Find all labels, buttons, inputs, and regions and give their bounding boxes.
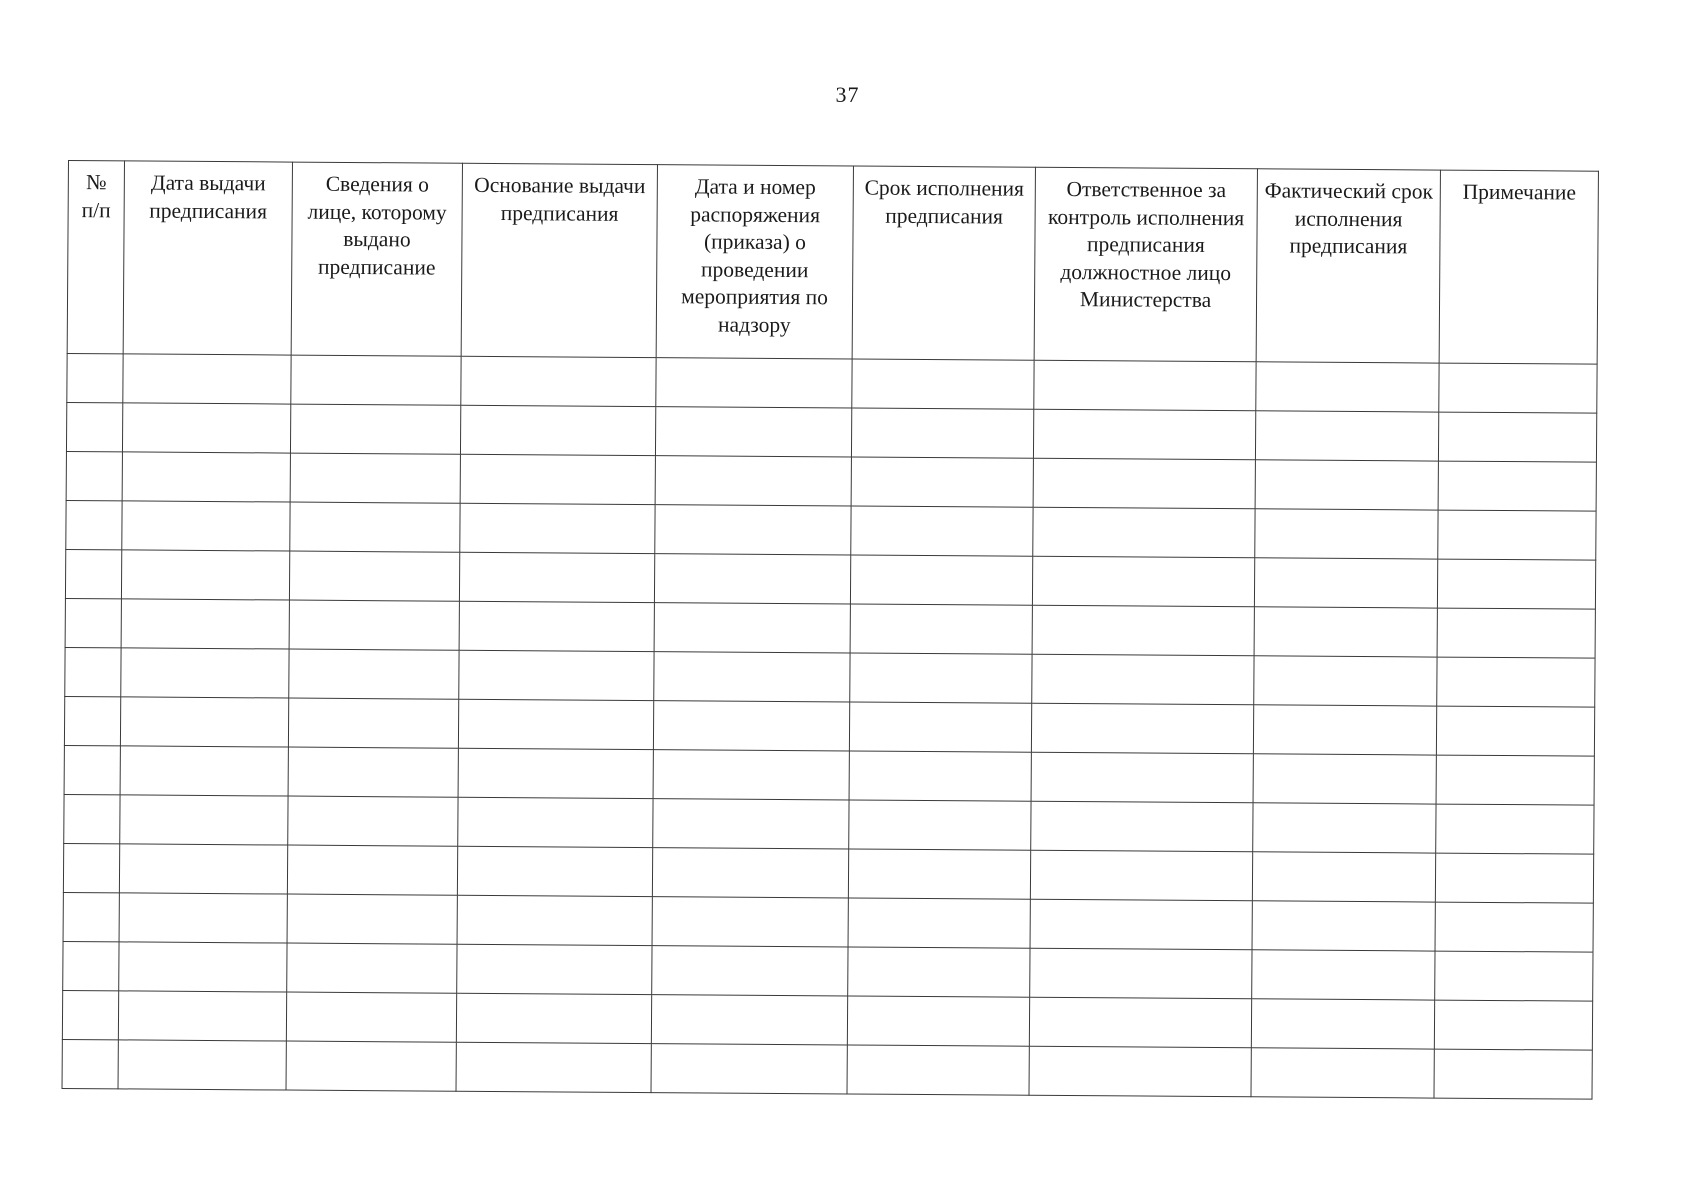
table-cell (118, 1040, 286, 1090)
table-body (62, 353, 1597, 1099)
table-cell (121, 599, 289, 649)
table-cell (652, 946, 848, 996)
table-cell (65, 549, 121, 598)
table-cell (122, 501, 290, 551)
table-cell (655, 456, 851, 506)
table-cell (1032, 605, 1254, 656)
table-cell (286, 1041, 456, 1091)
table-cell (63, 892, 119, 941)
table-cell (1030, 899, 1252, 950)
header-issue-basis: Основание выдачи предписания (461, 163, 657, 357)
table-cell (1253, 754, 1436, 804)
table-cell (119, 844, 287, 894)
table-cell (1438, 461, 1596, 511)
table-cell (1435, 902, 1593, 952)
table-cell (1253, 705, 1436, 755)
header-order-date-number: Дата и номер распоряжения (приказа) о проведении мероприятия по надзору (656, 165, 853, 359)
table-cell (122, 403, 290, 453)
table-cell (1434, 1049, 1592, 1099)
table-cell (289, 600, 459, 650)
table-row (62, 1039, 1592, 1099)
table-cell (290, 453, 460, 503)
table-cell (1033, 409, 1255, 460)
table-cell (1438, 510, 1596, 560)
table-cell (848, 849, 1030, 899)
table-cell (850, 604, 1032, 654)
table-cell (456, 993, 651, 1043)
table-cell (1253, 803, 1436, 853)
table-cell (1252, 901, 1435, 951)
table-cell (287, 845, 457, 895)
table-cell (1438, 412, 1596, 462)
table-cell (288, 796, 458, 846)
table-cell (654, 554, 850, 604)
table-cell (456, 1042, 651, 1092)
table-cell (1436, 706, 1594, 756)
table-cell (63, 941, 119, 990)
table-cell (458, 699, 653, 749)
table-cell (1030, 948, 1252, 999)
table-cell (460, 503, 655, 553)
header-actual-completion: Фактический срок исполнения предписания (1256, 169, 1440, 363)
table-cell (848, 898, 1030, 948)
table-cell (291, 355, 461, 405)
table-cell (1029, 997, 1251, 1048)
table-cell (652, 848, 848, 898)
table-cell (847, 996, 1029, 1046)
table-cell (1031, 703, 1253, 754)
table-cell (847, 1045, 1029, 1095)
header-deadline: Срок исполнения предписания (852, 166, 1035, 360)
table-cell (849, 800, 1031, 850)
table-cell (63, 843, 119, 892)
table-cell (1251, 1048, 1434, 1098)
table-cell (1033, 458, 1255, 509)
header-recipient-info: Сведения о лице, которому выдано предписание (291, 162, 462, 356)
table-cell (1439, 363, 1597, 413)
table-cell (651, 995, 847, 1045)
table-cell (849, 751, 1031, 801)
table-cell (120, 746, 288, 796)
table-cell (287, 943, 457, 993)
table-cell (849, 702, 1031, 752)
table-cell (653, 799, 849, 849)
table-cell (457, 846, 652, 896)
table-cell (1436, 755, 1594, 805)
table-cell (1435, 951, 1593, 1001)
table-cell (62, 1039, 118, 1088)
table-cell (653, 701, 849, 751)
prescriptions-register-table (62, 160, 1599, 1100)
table-cell (1032, 556, 1254, 607)
table-cell (652, 897, 848, 947)
table-cell (64, 794, 120, 843)
table-cell (1255, 460, 1438, 510)
table-cell (651, 1044, 847, 1094)
table-cell (1031, 752, 1253, 803)
table-cell (850, 555, 1032, 605)
table-cell (288, 747, 458, 797)
table-cell (122, 452, 290, 502)
table-cell (66, 451, 122, 500)
table-cell (1437, 608, 1595, 658)
table-cell (851, 506, 1033, 556)
page-number: 37 (835, 82, 860, 107)
table-cell (1437, 559, 1595, 609)
table-cell (123, 354, 291, 404)
table-cell (1255, 411, 1438, 461)
table-cell (1436, 804, 1594, 854)
table-cell (1254, 558, 1437, 608)
table-cell (1031, 801, 1253, 852)
table-cell (1256, 362, 1439, 412)
table-cell (120, 697, 288, 747)
table-cell (1252, 852, 1435, 902)
header-row (67, 161, 1598, 365)
table-cell (62, 990, 118, 1039)
table-cell (64, 696, 120, 745)
table-cell (289, 649, 459, 699)
header-note: Примечание (1439, 170, 1598, 364)
table-cell (457, 895, 652, 945)
table-cell (66, 402, 122, 451)
table-cell (1252, 950, 1435, 1000)
table-cell (851, 408, 1033, 458)
table-cell (654, 603, 850, 653)
header-number: № п/п (67, 161, 124, 354)
table-cell (65, 598, 121, 647)
table-cell (120, 795, 288, 845)
table-cell (1251, 999, 1434, 1049)
table-cell (121, 648, 289, 698)
table-cell (655, 505, 851, 555)
table-cell (289, 551, 459, 601)
table-cell (1030, 850, 1252, 901)
table-cell (461, 356, 656, 406)
table-cell (121, 550, 289, 600)
table-cell (1437, 657, 1595, 707)
table-cell (851, 457, 1033, 507)
header-issue-date: Дата выдачи предписания (123, 161, 292, 355)
table-cell (654, 652, 850, 702)
table-cell (66, 500, 122, 549)
table-cell (457, 944, 652, 994)
table-cell (118, 991, 286, 1041)
table-cell (1033, 507, 1255, 558)
table-cell (290, 502, 460, 552)
table-cell (459, 601, 654, 651)
table-cell (288, 698, 458, 748)
table-cell (287, 894, 457, 944)
table-cell (1034, 360, 1256, 411)
table-cell (65, 647, 121, 696)
table-cell (459, 552, 654, 602)
table-cell (458, 797, 653, 847)
table-cell (459, 650, 654, 700)
table-cell (119, 942, 287, 992)
table-cell (290, 404, 460, 454)
table-cell (655, 407, 851, 457)
table-cell (653, 750, 849, 800)
table-cell (848, 947, 1030, 997)
table-cell (1029, 1046, 1251, 1097)
table-cell (458, 748, 653, 798)
table-cell (1255, 509, 1438, 559)
table-cell (1254, 607, 1437, 657)
table-cell (460, 454, 655, 504)
table-cell (286, 992, 456, 1042)
table-cell (850, 653, 1032, 703)
table-cell (852, 359, 1034, 409)
table-cell (656, 358, 852, 408)
table-cell (119, 893, 287, 943)
header-responsible-official: Ответственное за контроль исполнения предписания должностное лицо Министерства (1034, 167, 1257, 362)
table-cell (1435, 853, 1593, 903)
table-cell (1434, 1000, 1592, 1050)
table-cell (1254, 656, 1437, 706)
table-cell (64, 745, 120, 794)
table-cell (67, 353, 123, 402)
table-cell (460, 405, 655, 455)
table-cell (1032, 654, 1254, 705)
